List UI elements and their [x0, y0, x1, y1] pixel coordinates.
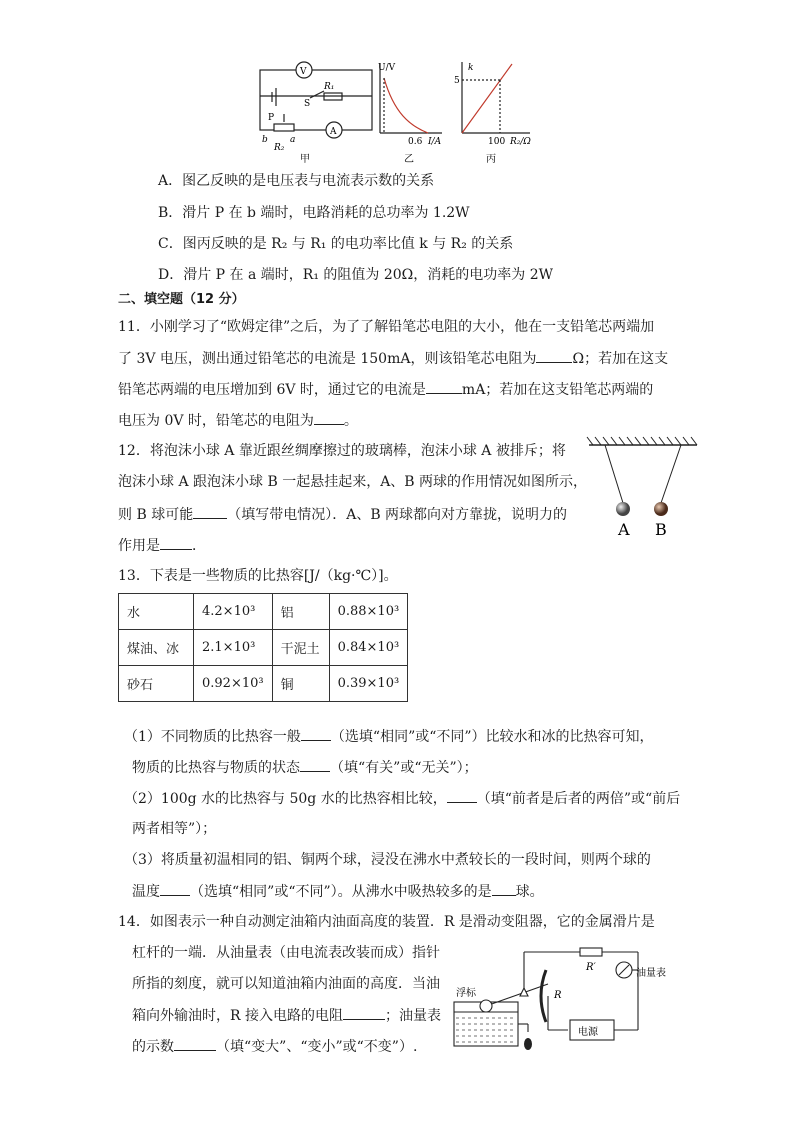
- graph-b-xtick: 0.6: [408, 137, 423, 147]
- oil-gauge-figure: [448, 940, 688, 1055]
- meter-label: 油量表: [636, 968, 666, 979]
- slider-label: P: [268, 113, 275, 123]
- q13-p3-line2: 温度 （选填“相同”或“不同”）。从沸水中吸热较多的是 球。: [132, 881, 544, 902]
- q13-p2-line1: （2）100g 水的比热容与 50g 水的比热容相比较， （填“前者是后者的两倍”或“前后: [124, 788, 680, 809]
- q12-line1: 12．将泡沫小球 A 靠近跟丝绸摩擦过的玻璃棒，泡沫小球 A 被排斥；将: [118, 443, 566, 459]
- r-prime-label: R′: [586, 962, 596, 973]
- table-row: [119, 666, 408, 702]
- answer-blank[interactable]: [447, 788, 477, 803]
- q14-line3: 所指的刻度，就可以知道油箱内油面的高度．当油: [132, 976, 440, 992]
- table-cell: 0.88×10³: [329, 594, 408, 630]
- q11-line4: 电压为 0V 时，铅笔芯的电阻为 。: [118, 410, 358, 431]
- q13-intro: 13．下表是一些物质的比热容[J/（kg·℃）]。: [118, 568, 398, 584]
- graph-c-ytick: 5: [454, 76, 460, 86]
- answer-blank[interactable]: [301, 726, 331, 741]
- answer-blank[interactable]: [300, 757, 330, 772]
- answer-blank[interactable]: [160, 881, 190, 896]
- table-cell: 0.84×10³: [329, 630, 408, 666]
- end-a-label: a: [290, 135, 296, 145]
- table-cell: 0.39×10³: [329, 666, 408, 702]
- ball-a-label: A: [618, 520, 630, 539]
- table-cell: 水: [119, 594, 194, 630]
- table-cell: 干泥土: [272, 630, 329, 666]
- graph-b-xlabel: I/A: [428, 137, 442, 147]
- q14-line1: 14．如图表示一种自动测定油箱内油面高度的装置．R 是滑动变阻器，它的金属滑片是: [118, 914, 655, 930]
- q14-line5: 的示数 （填“变大”、“变小”或“不变”）.: [132, 1036, 417, 1057]
- ball-b-label: B: [655, 520, 667, 539]
- table-cell: 4.2×10³: [194, 594, 273, 630]
- r-label: R: [554, 990, 562, 1001]
- q10-option-d: D．滑片 P 在 a 端时，R₁ 的阻值为 20Ω，消耗的电功率为 2W: [158, 267, 554, 283]
- figure-yi-caption: 乙: [404, 154, 414, 165]
- switch-label: S: [304, 99, 311, 109]
- q13-p1-line1: （1）不同物质的比热容一般 （选填“相同”或“不同”）比较水和冰的比热容可知，: [124, 726, 654, 747]
- table-cell: 煤油、冰: [119, 630, 194, 666]
- graph-c-ylabel: k: [468, 63, 474, 73]
- q12-line4: 作用是 ．: [118, 535, 206, 556]
- figure-jia-caption: 甲: [300, 154, 310, 165]
- figure-bing-caption: 丙: [486, 154, 496, 165]
- specific-heat-table: [118, 593, 408, 702]
- q12-line2: 泡沫小球 A 跟泡沫小球 B 一起悬挂起来，A、B 两球的作用情况如图所示，: [118, 474, 588, 490]
- section-title: 二、填空题（12 分）: [118, 292, 245, 307]
- answer-blank[interactable]: [426, 379, 462, 394]
- q10-circuit-diagram: [250, 58, 550, 168]
- answer-blank[interactable]: [193, 504, 227, 519]
- ammeter-label: A: [330, 127, 337, 137]
- end-b-label: b: [262, 135, 268, 145]
- q13-p1-line2: 物质的比热容与物质的状态 （填“有关”或“无关”）；: [132, 757, 478, 778]
- power-label: 电源: [578, 1027, 598, 1038]
- ball-a: [616, 502, 630, 516]
- table-row: [119, 594, 408, 630]
- float-label: 浮标: [456, 988, 476, 999]
- answer-blank[interactable]: [536, 348, 572, 363]
- hanging-balls-figure: [585, 435, 705, 545]
- graph-c-xtick: 100: [488, 137, 506, 147]
- q14-line4: 箱向外输油时，R 接入电路的电阻 ；油量表: [132, 1005, 441, 1026]
- q14-line2: 杠杆的一端．从油量表（由电流表改装而成）指针: [132, 945, 440, 961]
- table-cell: 2.1×10³: [194, 630, 273, 666]
- q11-line1: 11．小刚学习了“欧姆定律”之后，为了了解铅笔芯电阻的大小，他在一支铅笔芯两端加: [118, 319, 655, 335]
- answer-blank[interactable]: [492, 881, 516, 896]
- answer-blank[interactable]: [160, 535, 192, 550]
- r2-label: R₂: [274, 143, 285, 153]
- table-cell: 铜: [272, 666, 329, 702]
- voltmeter-label: V: [300, 67, 307, 77]
- graph-c-xlabel: R₂/Ω: [510, 137, 531, 147]
- answer-blank[interactable]: [174, 1036, 216, 1051]
- table-cell: 0.92×10³: [194, 666, 273, 702]
- q13-p3-line1: （3）将质量初温相同的铝、铜两个球，浸没在沸水中煮较长的一段时间，则两个球的: [124, 852, 651, 868]
- q10-option-a: A．图乙反映的是电压表与电流表示数的关系: [158, 173, 435, 189]
- graph-b-ylabel: U/V: [378, 63, 396, 73]
- answer-blank[interactable]: [343, 1005, 385, 1020]
- table-cell: 铝: [272, 594, 329, 630]
- q10-option-c: C．图丙反映的是 R₂ 与 R₁ 的电功率比值 k 与 R₂ 的关系: [158, 236, 514, 252]
- oil-drop-icon: [524, 1038, 532, 1050]
- q10-option-b: B．滑片 P 在 b 端时，电路消耗的总功率为 1.2W: [158, 205, 470, 221]
- q11-line3: 铅笔芯两端的电压增加到 6V 时，通过它的电流是 mA；若加在这支铅笔芯两端的: [118, 379, 653, 400]
- answer-blank[interactable]: [314, 410, 344, 425]
- table-cell: 砂石: [119, 666, 194, 702]
- q12-line3: 则 B 球可能 （填写带电情况）．A、B 两球都向对方靠拢，说明力的: [118, 504, 567, 525]
- r1-label: R₁: [324, 82, 335, 92]
- ball-b: [654, 502, 668, 516]
- q11-line2: 了 3V 电压，测出通过铅笔芯的电流是 150mA，则该铅笔芯电阻为 Ω；若加在这支: [118, 348, 668, 369]
- table-row: [119, 630, 408, 666]
- q13-p2-line2: 两者相等”）；: [132, 821, 217, 837]
